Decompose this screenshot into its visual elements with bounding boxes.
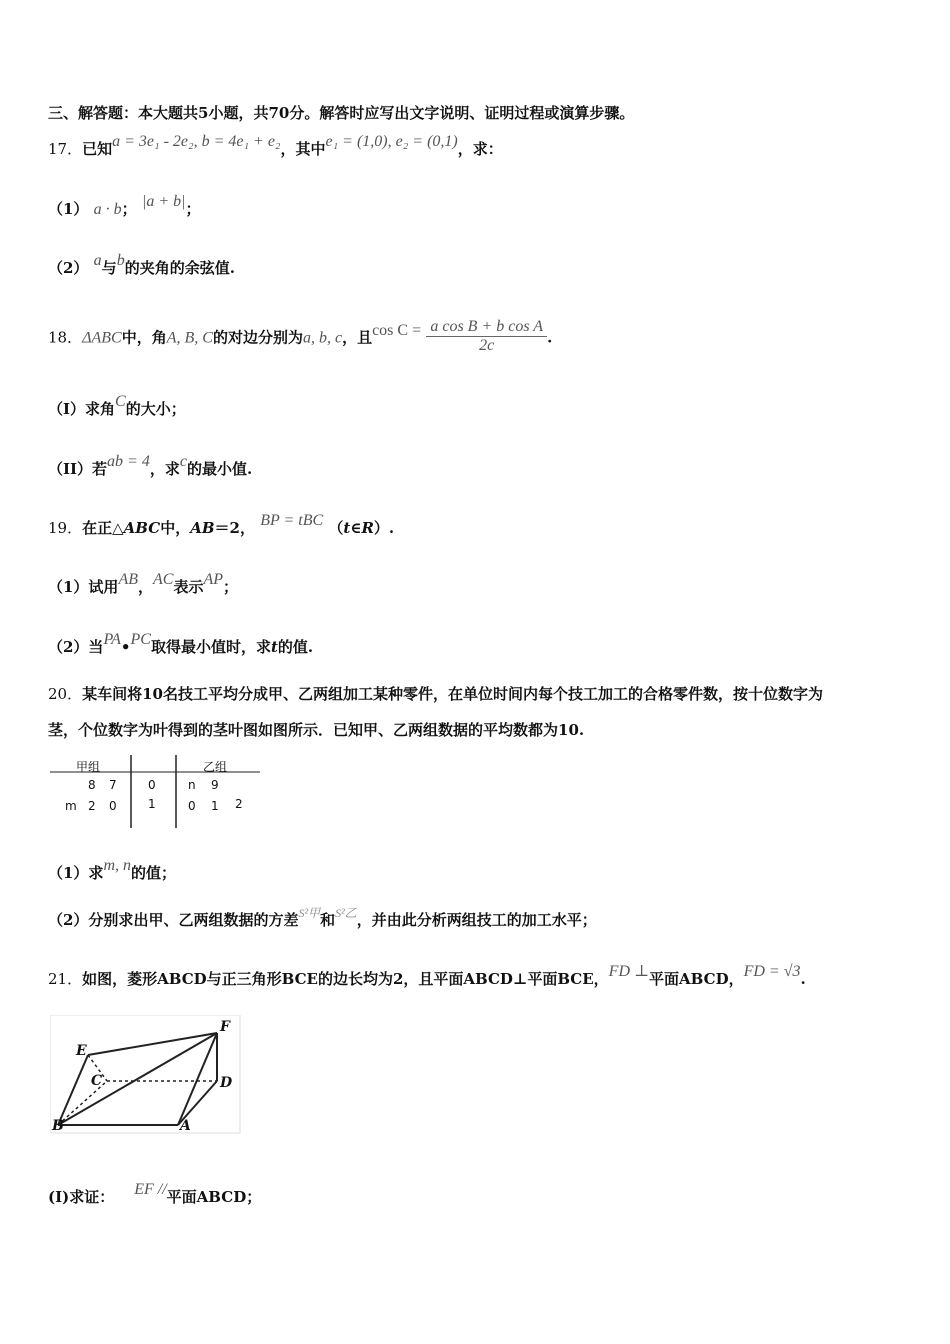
q18-fraction	[426, 318, 547, 355]
q19-p2-text2: 的值.	[277, 638, 314, 656]
q19-p1-text: 表示	[173, 578, 204, 596]
q17-p1-sep: ；	[121, 200, 137, 218]
section-title: 三、解答题：本大题共5小题，共70分。解答时应写出文字说明、证明过程或演算步骤。	[48, 104, 635, 122]
q20-line1	[48, 683, 823, 704]
q18-p1-text: 的大小；	[125, 400, 186, 418]
q17-number: 17．	[48, 140, 83, 158]
q20-text1: 某车间将10名技工平均分成甲、乙两组加工某种零件，在单位时间内每个技工加工的合格零件数，按十位数字为	[82, 685, 823, 703]
stem-right-header: 乙组	[203, 760, 228, 774]
q20-p2-text1: 和	[320, 911, 336, 929]
leaf-left: m	[65, 799, 77, 813]
q20-p1-text: 的值；	[131, 864, 177, 882]
q21-p1-label: (I)求证：	[48, 1188, 115, 1206]
leaf-right: 1	[211, 799, 219, 813]
q19-p1-ac: AC	[153, 571, 174, 588]
q18-p2-math1: ab = 4	[107, 453, 150, 470]
vertex-label-c: C	[91, 1073, 103, 1089]
q20-p2-label: （2）分别求出甲、乙两组数据的方差	[48, 911, 299, 929]
q18-angles: A, B, C	[166, 329, 213, 347]
q18-text4: .	[547, 328, 553, 347]
leaf-right: 0	[188, 799, 196, 813]
q18-p1-math: C	[115, 393, 126, 410]
q19-cond: t∈R	[343, 519, 374, 537]
q17-p1-norm: |a + b|	[141, 193, 186, 210]
q19-vector-eq: BP = tBC	[260, 512, 324, 529]
stem-value: 1	[148, 797, 156, 811]
q19-p2-pa: PA	[103, 631, 121, 648]
vertex-label-d: D	[220, 1075, 233, 1091]
q21-part1	[48, 1181, 262, 1207]
q19-stem	[48, 512, 395, 538]
q20-number: 20．	[48, 685, 83, 703]
q18-text2: 的对边分别为	[212, 328, 303, 347]
q19-p1-comma: ，	[137, 578, 153, 596]
q19-p2-label: （2）当	[48, 638, 104, 656]
q18-p2-text2: 的最小值.	[186, 460, 253, 478]
q19-p2-text1: 取得最小值时，求	[150, 638, 271, 656]
q17-text-1: 已知	[82, 140, 113, 158]
q19-text2: 中，	[160, 519, 191, 537]
q19-ab: AB	[190, 519, 215, 537]
q17-p1-end: ；	[185, 200, 201, 218]
q21-p1-math: EF //	[134, 1181, 167, 1198]
q17-p2-label: （2）	[48, 259, 89, 277]
q21-text1: 如图，菱形ABCD与正三角形BCE的边长均为2，且平面ABCD⊥平面BCE，	[82, 970, 609, 988]
q19-p1-end: ；	[223, 578, 239, 596]
q18-frac-top: a cos B + b cos A	[426, 318, 547, 337]
q17-basis: e₁ = (1,0), e₂ = (0,1)	[325, 133, 458, 150]
vertex-label-f: F	[220, 1019, 230, 1035]
q17-p2-text1: 与	[101, 259, 117, 277]
stem-left-header: 甲组	[76, 760, 101, 774]
q19-p2-dot: •	[120, 638, 131, 656]
q20-p1-label: （1）求	[48, 864, 104, 882]
q17-p1-dot: a · b	[93, 201, 122, 218]
q18-stem	[48, 320, 552, 357]
q18-cos: cos C =	[372, 321, 422, 339]
q19-text1: 在正△	[82, 519, 124, 537]
q20-line2: 茎，个位数字为叶得到的茎叶图如图所示．已知甲、乙两组数据的平均数都为10.	[48, 721, 585, 739]
q21-stem	[48, 963, 806, 989]
leaf-left: 0	[109, 799, 117, 813]
q17-text-2: ，其中	[280, 140, 326, 158]
q17-p1-label: （1）	[48, 200, 89, 218]
q17-p2-text2: 的夹角的余弦值.	[124, 259, 235, 277]
q21-p1-text: 平面ABCD；	[166, 1188, 262, 1206]
q20-p2-var2: S²乙	[335, 906, 357, 920]
q18-part1	[48, 393, 186, 419]
q20-part1	[48, 857, 177, 883]
q19-text5: ）.	[373, 519, 395, 537]
q18-sides: a, b, c	[302, 329, 343, 347]
q20-p2-var1: S²甲	[298, 906, 321, 920]
q17-p2-b: b	[116, 252, 125, 269]
q19-abc: ABC	[123, 519, 161, 537]
vertex-label-b: B	[52, 1118, 64, 1134]
q19-number: 19．	[48, 519, 83, 537]
q18-text1: 中，角	[121, 328, 167, 347]
q17-text-3: ，求：	[457, 140, 503, 158]
leaf-left: 8	[88, 778, 96, 792]
q21-number: 21．	[48, 970, 83, 988]
q21-math2: FD = √3	[743, 963, 801, 980]
q21-text3: .	[800, 970, 806, 988]
q19-p2-t: t	[270, 638, 278, 656]
q18-part2	[48, 453, 253, 479]
q20-p2-text2: ，并由此分析两组技工的加工水平；	[356, 911, 597, 929]
q19-p1-ap: AP	[203, 571, 224, 588]
q21-math1: FD ⊥	[608, 963, 650, 980]
q18-p2-label: （II）若	[48, 460, 108, 478]
q18-text3: ，且	[342, 328, 373, 347]
geometry-figure	[50, 1015, 250, 1144]
q19-p2-pc: PC	[130, 631, 151, 648]
leaf-right: n	[188, 778, 196, 792]
leaf-right: 9	[211, 778, 219, 792]
q18-p1-label: （I）求角	[48, 400, 116, 418]
q18-triangle: ΔABC	[82, 329, 122, 347]
q18-p2-math2: c	[179, 453, 187, 470]
q19-part1	[48, 571, 239, 597]
stem-leaf-plot	[48, 755, 263, 830]
leaf-left: 2	[88, 799, 96, 813]
leaf-left: 7	[109, 778, 117, 792]
q17-p2-a: a	[93, 252, 102, 269]
q19-p1-ab: AB	[118, 571, 138, 588]
q18-p2-text1: ，求	[149, 460, 180, 478]
vertex-label-a: A	[180, 1118, 191, 1134]
leaf-right: 2	[235, 797, 243, 811]
q17-part2	[48, 252, 235, 278]
q19-text4: （	[328, 519, 344, 537]
q17-vectors: a = 3e₁ - 2e₂, b = 4e₁ + e₂	[112, 133, 281, 150]
q20-p1-math: m, n	[103, 857, 131, 874]
q17-stem	[48, 133, 503, 159]
q18-frac-bot: 2c	[479, 337, 495, 354]
q19-part2	[48, 631, 314, 657]
q21-text2: 平面ABCD，	[649, 970, 744, 988]
stem-value: 0	[148, 778, 156, 792]
vertex-label-e: E	[76, 1043, 87, 1059]
q17-part1	[48, 193, 201, 219]
q19-p1-label: （1）试用	[48, 578, 119, 596]
q18-number: 18．	[48, 328, 83, 347]
q19-text3: ＝2，	[214, 519, 255, 537]
q20-part2	[48, 906, 597, 930]
